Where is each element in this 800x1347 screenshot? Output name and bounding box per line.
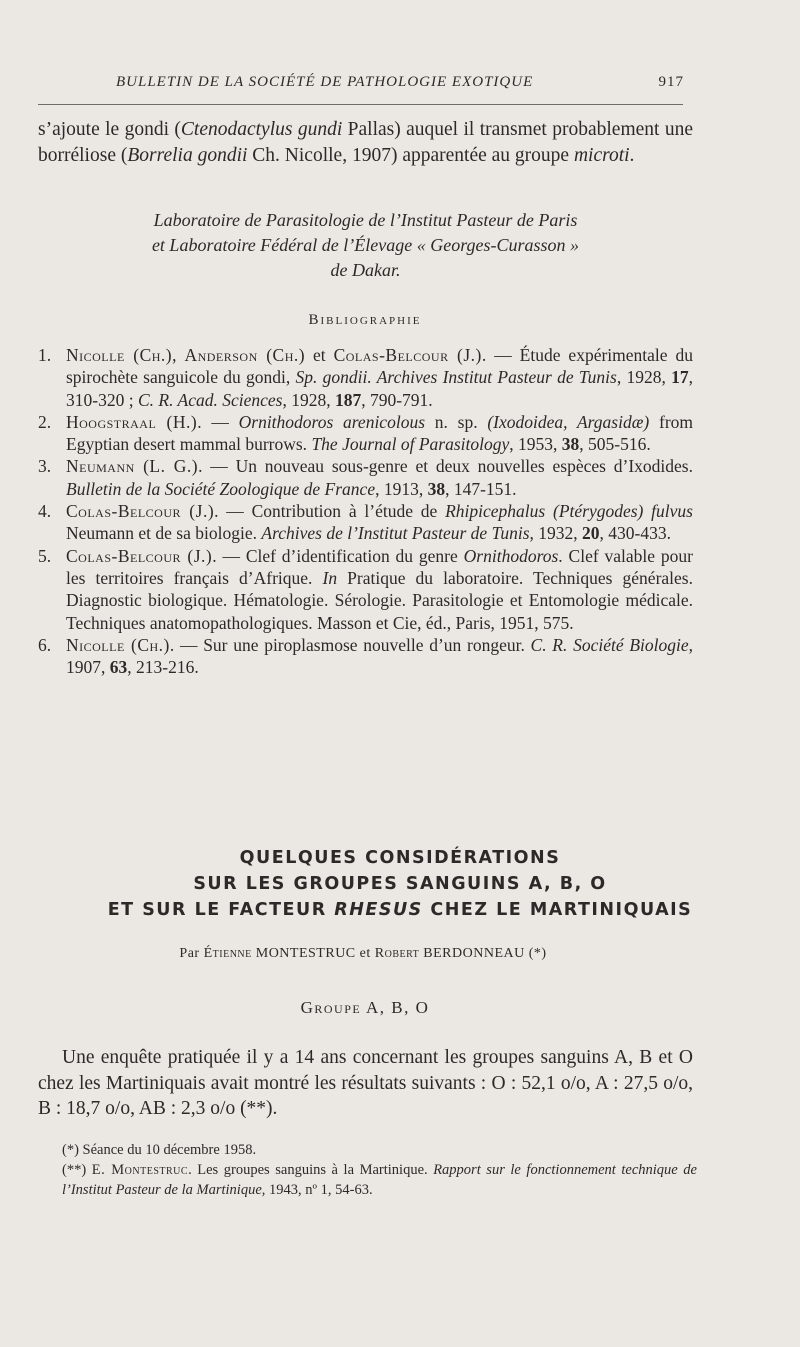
reference-text: , 1928, [282,389,335,410]
lead-text-2: Pallas) auquel il transmet probablement une borréliose ( [38,119,693,166]
footnote-source: Rapport sur le fonctionnement technique de l’Institut Pasteur de la Martinique [62,1162,697,1198]
author-first-name: Robert [374,946,420,961]
reference-author: Anderson (Ch.) [184,345,306,365]
reference-text: . — Sur une piroplasmose nouvelle d’un rongeur. [169,634,531,655]
article-title-line [0,900,800,920]
author-last-name: MONTESTRUC [255,946,356,961]
reference-author: Nicolle (Ch.) [66,634,170,655]
reference-number: 3. [38,456,52,477]
reference-text: Neumann et de sa biologie. [66,523,262,544]
reference-volume: 20 [582,523,600,544]
reference-author: Nicolle (Ch.) [66,345,173,365]
authors-par: Par [179,946,204,961]
page-number: 917 [658,74,684,90]
reference-text: , 147-151. [445,478,517,499]
lead-paragraph [38,117,693,168]
lab-line: Laboratoire de Parasitologie de l’Institut Pasteur de Paris [153,210,578,230]
reference-volume: 187 [334,389,362,410]
reference-number: 5. [38,545,52,566]
header-rule [38,104,683,105]
reference-text: , 1953, [509,434,562,455]
reference-volume: 38 [427,478,446,499]
section-heading: Groupe A, B, O [300,998,430,1017]
lab-line: de Dakar. [330,260,401,280]
footnote: (*) Séance du 10 décembre 1958. [62,1142,257,1158]
species-name: Borrelia gondii [127,144,248,166]
reference-text: n. sp. [425,411,488,432]
lab-line: et Laboratoire Fédéral de l’Élevage « Georges-Curasson » [151,235,580,255]
lead-text-3: Ch. Nicolle, 1907) apparentée au groupe [247,144,574,166]
reference-volume: 17 [671,367,689,388]
footnote-text: . Les groupes sanguins à la Martinique. [188,1162,434,1178]
reference-author: Hoogstraal (H.) [66,411,198,432]
reference-number: 2. [38,411,52,432]
reference-text: . — Étude expérimentale du spirochète sanguicole du gondi, [66,345,693,388]
reference-text: , 1932, [529,523,583,544]
reference-text: , 790-791. [361,389,433,410]
footnote-marker: (**) [62,1162,92,1178]
reference-genus: Ornithodoros [463,545,559,566]
authors-conjunction: et [355,946,375,961]
reference-item [38,500,693,545]
reference-item [38,411,693,456]
reference-text: . — Clef d’identification du genre [212,545,464,566]
reference-author: Neumann (L. G.) [66,456,199,477]
article-authors [0,946,726,962]
reference-species: Ornithodoros arenicolous [238,411,426,432]
reference-text: , 1907, [66,634,693,678]
footnotes [38,1140,697,1200]
reference-text: . — Un nouveau sous-genre et deux nouvelles espèces d’Ixodides. [198,456,693,477]
reference-volume: 63 [109,657,128,678]
author-first-name: Étienne [203,946,252,961]
reference-source: Sp. gondii. Archives Institut Pasteur de Tunis [295,367,617,388]
lead-text-4: . [629,144,635,166]
reference-source: C. R. Société Biologie [530,634,689,655]
reference-text: , 505-516. [579,434,651,455]
reference-number: 4. [38,501,52,522]
reference-text: . Clef valable pour les territoires français d’Afrique. [66,545,693,588]
lead-text-1: s’ajoute le gondi ( [38,119,181,140]
title-rhesus: RHESUS [334,900,423,920]
footnote-author: E. Montestruc [91,1162,189,1178]
reference-item [38,634,693,679]
reference-text: . — Contribution à l’étude de [214,501,446,522]
reference-author: Colas-Belcour (J.) [333,345,482,365]
reference-source: Bulletin de la Société Zoologique de France [66,478,376,499]
footnote-marker: (*) [528,946,547,961]
reference-text: , [172,345,185,365]
reference-number: 6. [38,634,52,655]
reference-in: In [322,567,338,588]
reference-item [38,455,693,500]
bibliography-heading: Bibliographie [308,312,422,328]
title-text: ET SUR LE FACTEUR [107,900,335,920]
body-paragraph: Une enquête pratiquée il y a 14 ans concernant les groupes sanguins A, B et O chez les Martiniquais avait montré les résultats suivants : O : 52,1 o/o, A : 27,5 o/o, B : 18,7 o/o, AB : 2,3 o/o (**). [38,1047,693,1119]
journal-title: BULLETIN DE LA SOCIÉTÉ DE PATHOLOGIE EXOTIQUE [116,74,534,90]
reference-text: , 310-320 ; [66,367,693,410]
reference-text: from Egyptian desert mammal burrows. [66,411,694,455]
reference-volume: 38 [561,434,580,455]
reference-source: Archives de l’Institut Pasteur de Tunis [261,523,530,544]
species-name: microti [573,144,630,166]
reference-text: , 1913, [375,478,428,499]
reference-taxon: (Ixodoidea, Argasidæ) [487,411,650,432]
reference-item [38,545,693,634]
reference-author: Colas-Belcour (J.) [66,545,213,566]
reference-item [38,344,693,411]
footnote-text: , 1943, nº 1, 54-63. [261,1182,373,1198]
author-last-name: BERDONNEAU [423,946,525,961]
reference-text: et [305,345,334,365]
reference-author: Colas-Belcour (J.) [66,501,215,522]
reference-source: The Journal of Parasitology [311,434,510,455]
laboratory-affiliation [38,208,693,283]
reference-text: Pratique du laboratoire. Techniques générales. Diagnostic biologique. Hématologie. Sérologie. Parasitologie et Entomologie médicale. Techniques anatomopathologiques. Masson et Cie, éd., Paris, 1951, 575. [66,567,693,633]
footnote [38,1160,697,1200]
reference-text: , 213-216. [127,657,199,678]
reference-species: Rhipicephalus (Ptérygodes) fulvus [445,501,693,522]
species-name: Ctenodactylus gundi [180,119,343,140]
reference-source: C. R. Acad. Sciences [137,389,283,410]
title-text: CHEZ LE MARTINIQUAIS [422,900,693,920]
article-title-line: QUELQUES CONSIDÉRATIONS [239,848,561,868]
article-title-line: SUR LES GROUPES SANGUINS A, B, O [193,874,607,894]
reference-text: , 1928, [616,367,672,388]
reference-list [38,344,693,678]
reference-text: , 430-433. [599,523,671,544]
reference-text: . — [197,411,239,432]
reference-number: 1. [38,345,52,365]
